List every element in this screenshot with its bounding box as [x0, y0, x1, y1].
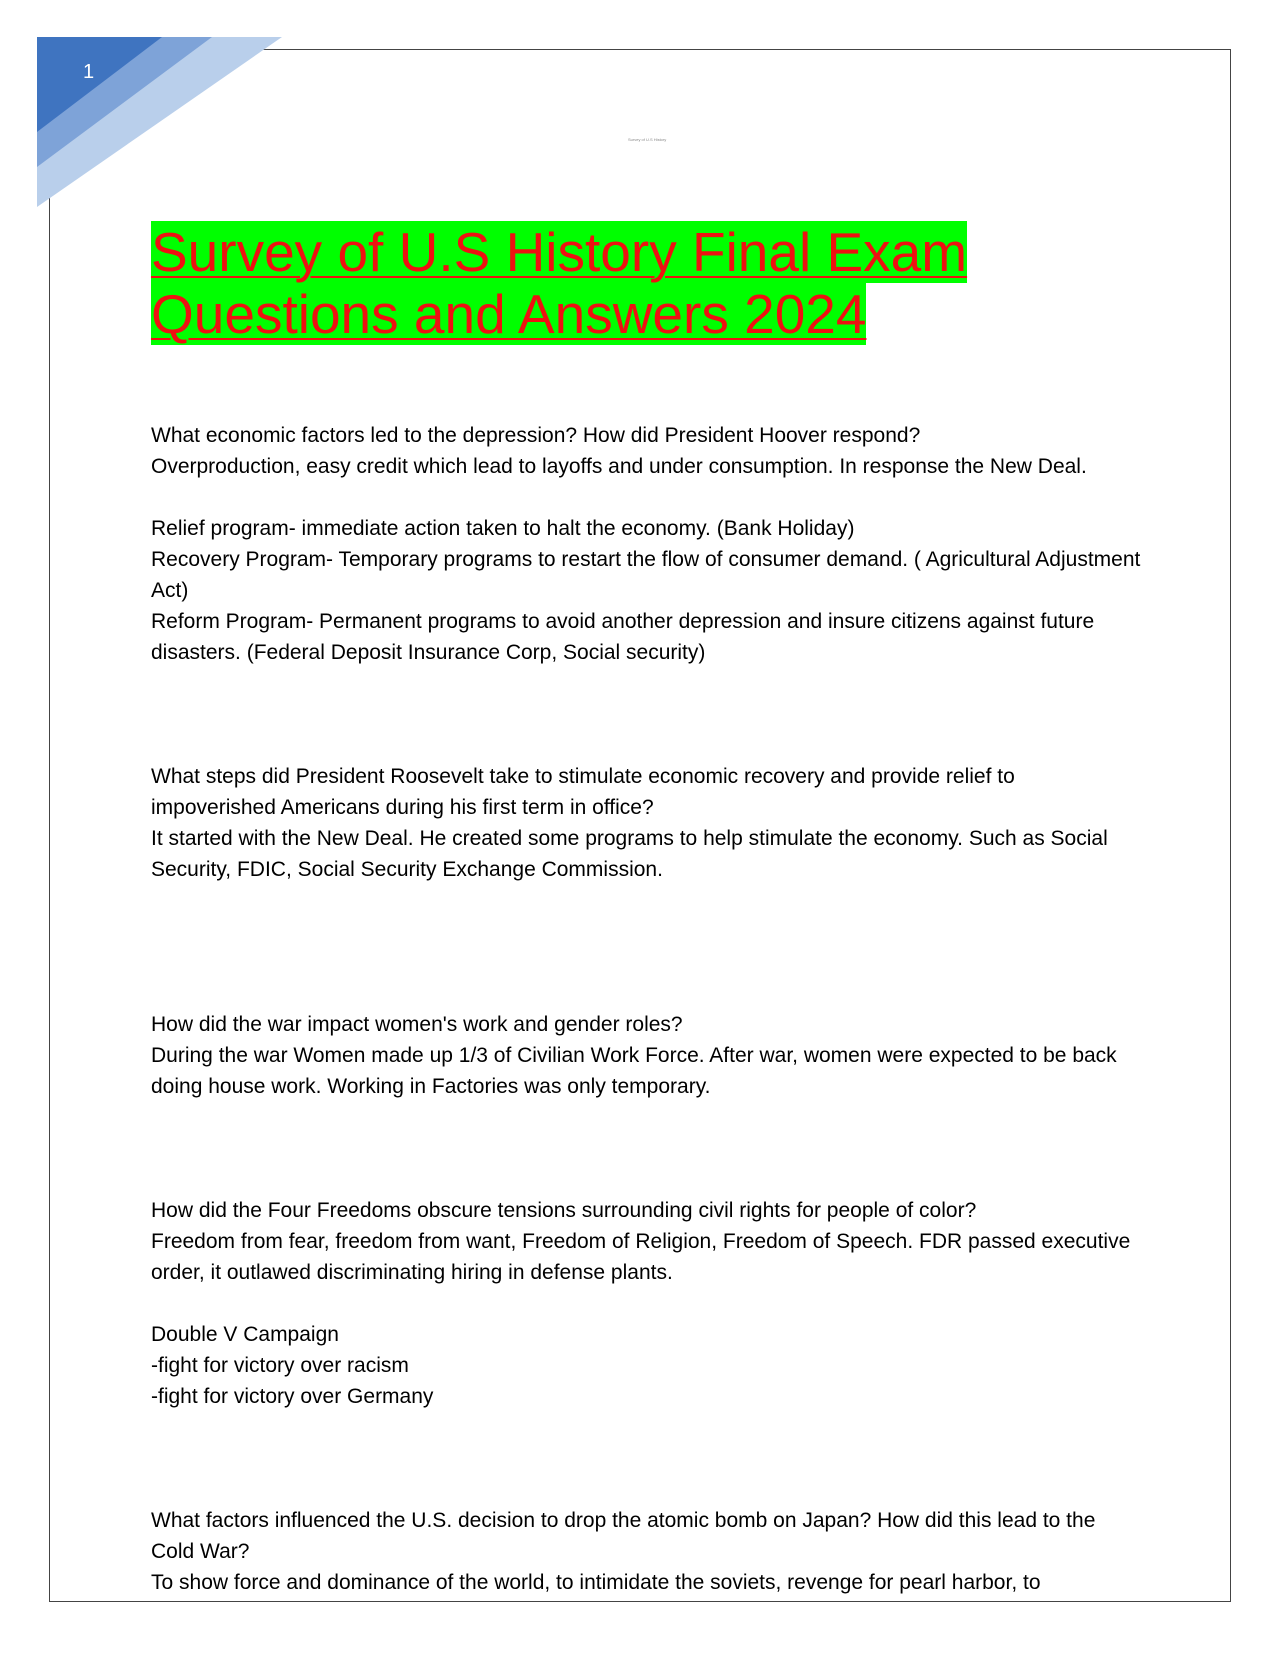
answer-2: It started with the New Deal. He created some programs to help stimulate the economy. Such as Social Security, FDIC, Social Security Exchange Commission.	[151, 827, 1108, 881]
document-title	[151, 221, 1151, 345]
page-number: 1	[83, 61, 95, 83]
double-v-item-2: -fight for victory over Germany	[151, 1385, 434, 1408]
double-v-title: Double V Campaign	[151, 1323, 339, 1346]
question-1: What economic factors led to the depression? How did President Hoover respond?	[151, 424, 921, 447]
question-5: What factors influenced the U.S. decision to drop the atomic bomb on Japan? How did this lead to the Cold War?	[151, 1509, 1096, 1563]
answer-1: Overproduction, easy credit which lead to layoffs and under consumption. In response the New Deal.	[151, 455, 1087, 478]
title-line-2: Questions and Answers 2024	[151, 283, 867, 345]
answer-5: To show force and dominance of the world, to intimidate the soviets, revenge for pearl harbor, to	[151, 1571, 1041, 1594]
detail-recovery: Recovery Program- Temporary programs to restart the flow of consumer demand. ( Agricultural Adjustment Act)	[151, 548, 1141, 602]
detail-relief: Relief program- immediate action taken to halt the economy. (Bank Holiday)	[151, 517, 855, 540]
question-2: What steps did President Roosevelt take to stimulate economic recovery and provide relief to impoverished Americans during his first term in office?	[151, 765, 1015, 819]
answer-4: Freedom from fear, freedom from want, Freedom of Religion, Freedom of Speech. FDR passed executive order, it outlawed discriminating hiring in defense plants.	[151, 1230, 1131, 1284]
document-body	[151, 420, 1141, 1598]
double-v-item-1: -fight for victory over racism	[151, 1354, 409, 1377]
question-3: How did the war impact women's work and gender roles?	[151, 1013, 683, 1036]
running-header: Survey of U.S History	[628, 137, 667, 142]
title-line-1: Survey of U.S History Final Exam	[151, 221, 968, 283]
detail-reform: Reform Program- Permanent programs to avoid another depression and insure citizens against future disasters. (Federal Deposit Insurance Corp, Social security)	[151, 610, 1095, 664]
corner-decoration	[37, 37, 282, 207]
question-4: How did the Four Freedoms obscure tensions surrounding civil rights for people of color?	[151, 1199, 977, 1222]
answer-3: During the war Women made up 1/3 of Civilian Work Force. After war, women were expected to be back doing house work. Working in Factories was only temporary.	[151, 1044, 1117, 1098]
